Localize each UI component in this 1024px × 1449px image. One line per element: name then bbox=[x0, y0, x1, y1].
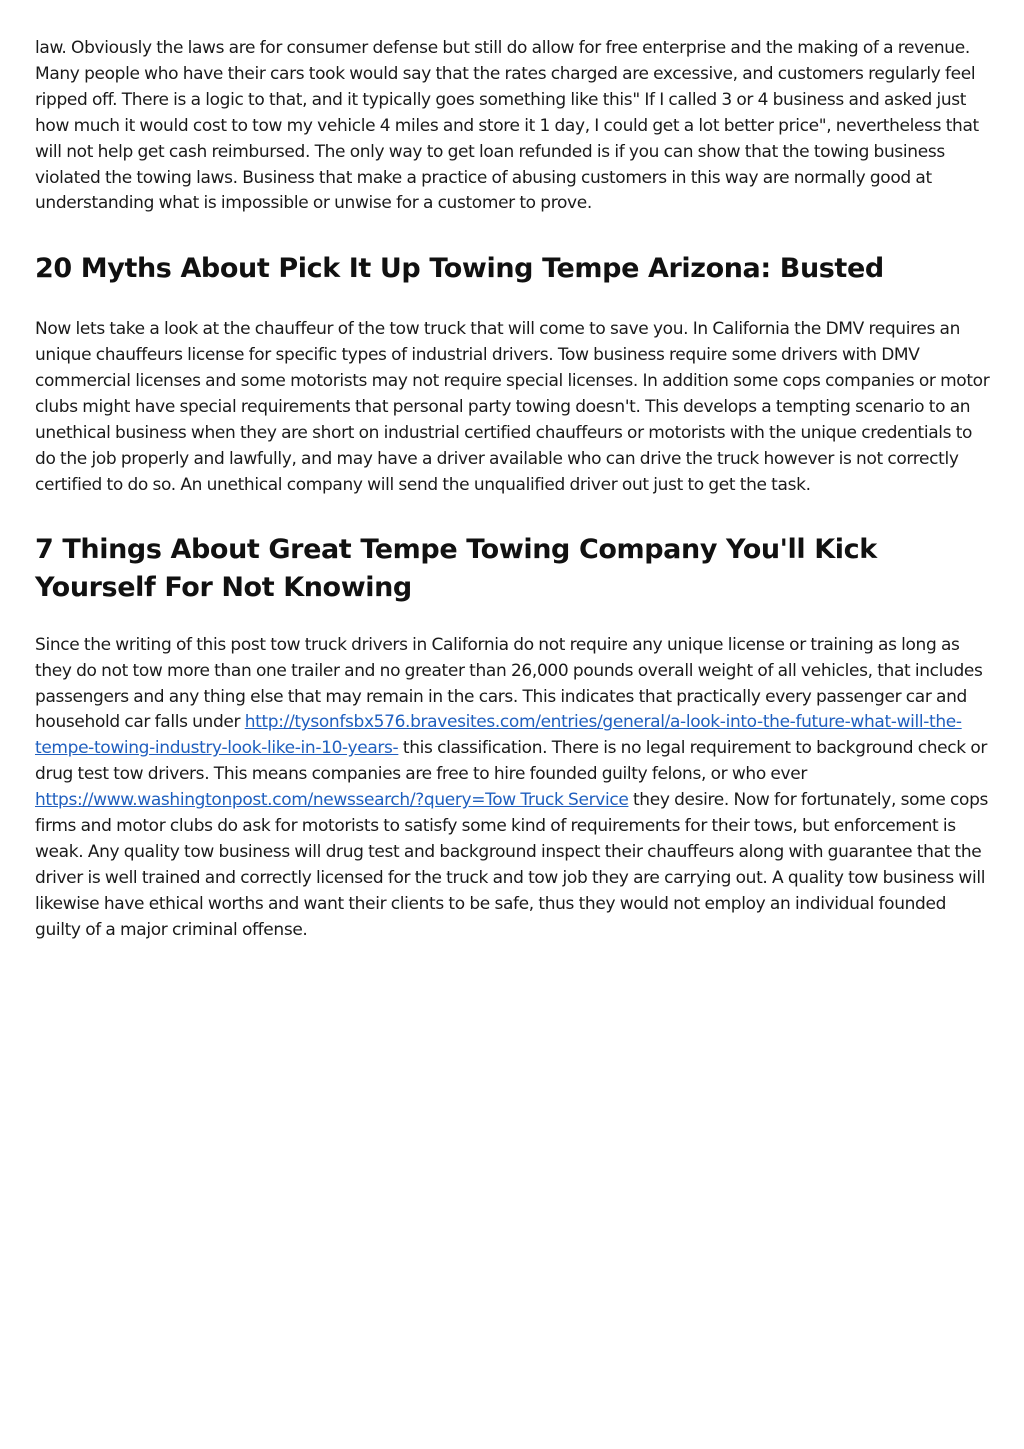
heading-myths-about-towing: 20 Myths About Pick It Up Towing Tempe Arizona: Busted bbox=[35, 253, 884, 285]
paragraph-law-and-rates: law. Obviously the laws are for consumer defense but still do allow for free enterprise and the making of a revenue. Many people who have their cars took would say that the rates charged are excessive, and customers regularly feel ripped off. There is a logic to that, and it typically goes something like this" If I called 3 or 4 business and asked just how much it would cost to tow my vehicle 4 miles and store it 1 day, I could get a lot better price", nevertheless that will not help get cash reimbursed. The only way to get loan refunded is if you can show that the towing business violated the towing laws. Business that make a practice of abusing customers in this way are normally good at understanding what is impossible or unwise for a customer to prove. bbox=[35, 38, 979, 214]
article-body bbox=[35, 36, 995, 944]
bravesites-article-link[interactable]: http://tysonfsbx576.bravesites.com/entries/general/a-look-into-the-future-what-will-the-tempe-towing-industry-look-like-in-10-years- bbox=[35, 712, 962, 759]
paragraph-text-segment: this classification. There is no legal requirement to background check or drug test tow drivers. This means companies are free to hire founded guilty felons, or who ever bbox=[35, 738, 988, 785]
paragraph-driver-requirements bbox=[35, 633, 995, 944]
paragraph-text-segment: they desire. Now for fortunately, some cops firms and motor clubs do ask for motorists to satisfy some kind of requirements for their tows, but enforcement is weak. Any quality tow business will drug test and background inspect their chauffeurs along with guarantee that the driver is well trained and correctly licensed for the truck and tow job they are carrying out. A quality tow business will likewise have ethical worths and want their clients to be safe, thus they would not employ an individual founded guilty of a major criminal offense. bbox=[35, 790, 989, 940]
heading-things-about-towing-company: 7 Things About Great Tempe Towing Company You'll Kick Yourself For Not Knowing bbox=[35, 533, 877, 603]
washingtonpost-search-link[interactable]: https://www.washingtonpost.com/newssearch/?query=Tow Truck Service bbox=[35, 790, 629, 811]
paragraph-tow-truck-chauffeur: Now lets take a look at the chauffeur of the tow truck that will come to save you. In California the DMV requires an unique chauffeurs license for specific types of industrial drivers. Tow business require some drivers with DMV commercial licenses and some motorists may not require special licenses. In addition some cops companies or motor clubs might have special requirements that personal party towing doesn't. This develops a tempting scenario to an unethical business when they are short on industrial certified chauffeurs or motorists with the unique credentials to do the job properly and lawfully, and may have a driver available who can drive the truck however is not correctly certified to do so. An unethical company will send the unqualified driver out just to get the task. bbox=[35, 319, 990, 495]
paragraph-text-segment: Since the writing of this post tow truck drivers in California do not require any unique license or training as long as they do not tow more than one trailer and no greater than 26,000 pounds overall weight of all vehicles, that includes passengers and any thing else that may remain in the cars. This indicates that practically every passenger car and household car falls under bbox=[35, 634, 983, 733]
